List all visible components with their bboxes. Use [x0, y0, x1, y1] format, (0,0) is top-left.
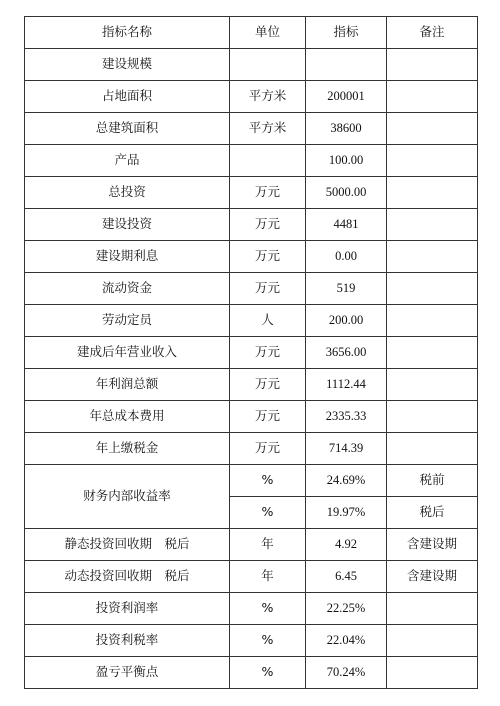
row-value: 0.00: [306, 241, 387, 273]
row-note: [387, 305, 478, 337]
row-value: 519: [306, 273, 387, 305]
row-unit: %: [230, 593, 306, 625]
table-row: [25, 401, 478, 433]
row-name: 年上缴税金: [25, 433, 230, 465]
row-unit: [230, 49, 306, 81]
header-value: 指标: [306, 17, 387, 49]
row-note: [387, 657, 478, 689]
table-row: [25, 241, 478, 273]
table-header-row: [25, 17, 478, 49]
row-name: 年总成本费用: [25, 401, 230, 433]
row-note: [387, 241, 478, 273]
irr-name: 财务内部收益率: [25, 465, 230, 529]
row-note: [387, 81, 478, 113]
table-row: [25, 337, 478, 369]
row-note: 含建设期: [387, 561, 478, 593]
row-unit: 万元: [230, 369, 306, 401]
row-name: 投资利润率: [25, 593, 230, 625]
row-note: [387, 401, 478, 433]
row-value: 4481: [306, 209, 387, 241]
row-name: 建设规模: [25, 49, 230, 81]
row-note: [387, 273, 478, 305]
irr-before-value: 24.69%: [306, 465, 387, 497]
table-row: [25, 657, 478, 689]
row-unit: %: [230, 657, 306, 689]
row-note: [387, 113, 478, 145]
row-name: 动态投资回收期 税后: [25, 561, 230, 593]
row-unit: 人: [230, 305, 306, 337]
row-unit: 年: [230, 529, 306, 561]
row-value: 1112.44: [306, 369, 387, 401]
row-name: 建成后年营业收入: [25, 337, 230, 369]
table-row: [25, 113, 478, 145]
indicator-table: [24, 16, 478, 689]
table-row: [25, 81, 478, 113]
row-name: 产品: [25, 145, 230, 177]
row-note: [387, 369, 478, 401]
row-unit: 平方米: [230, 81, 306, 113]
row-value: 3656.00: [306, 337, 387, 369]
table-row: [25, 305, 478, 337]
row-value: 100.00: [306, 145, 387, 177]
row-value: [306, 49, 387, 81]
row-name: 总建筑面积: [25, 113, 230, 145]
row-value: 22.04%: [306, 625, 387, 657]
row-name: 占地面积: [25, 81, 230, 113]
row-value: 5000.00: [306, 177, 387, 209]
row-name: 静态投资回收期 税后: [25, 529, 230, 561]
row-note: [387, 177, 478, 209]
row-value: 200001: [306, 81, 387, 113]
row-unit: 万元: [230, 433, 306, 465]
table-row: [25, 593, 478, 625]
row-value: 22.25%: [306, 593, 387, 625]
header-name: 指标名称: [25, 17, 230, 49]
table-row-irr-before: [25, 465, 478, 497]
row-name: 流动资金: [25, 273, 230, 305]
row-value: 70.24%: [306, 657, 387, 689]
table-row: [25, 433, 478, 465]
irr-before-note: 税前: [387, 465, 478, 497]
row-name: 建设期利息: [25, 241, 230, 273]
table-row: [25, 145, 478, 177]
row-note: [387, 145, 478, 177]
row-unit: 万元: [230, 177, 306, 209]
irr-before-unit: %: [230, 465, 306, 497]
row-unit: 万元: [230, 401, 306, 433]
row-note: [387, 337, 478, 369]
row-value: 2335.33: [306, 401, 387, 433]
row-name: 盈亏平衡点: [25, 657, 230, 689]
row-note: [387, 593, 478, 625]
row-unit: [230, 145, 306, 177]
table-row: [25, 625, 478, 657]
table-row: [25, 273, 478, 305]
row-name: 劳动定员: [25, 305, 230, 337]
table-row: [25, 177, 478, 209]
row-value: 4.92: [306, 529, 387, 561]
row-unit: %: [230, 625, 306, 657]
row-value: 200.00: [306, 305, 387, 337]
row-note: [387, 625, 478, 657]
row-name: 投资利税率: [25, 625, 230, 657]
header-unit: 单位: [230, 17, 306, 49]
irr-after-unit: %: [230, 497, 306, 529]
row-unit: 万元: [230, 241, 306, 273]
row-unit: 万元: [230, 273, 306, 305]
row-unit: 平方米: [230, 113, 306, 145]
irr-after-value: 19.97%: [306, 497, 387, 529]
row-value: 6.45: [306, 561, 387, 593]
row-note: [387, 433, 478, 465]
table-row: [25, 561, 478, 593]
table-row: [25, 49, 478, 81]
row-unit: 万元: [230, 337, 306, 369]
row-unit: 万元: [230, 209, 306, 241]
row-note: [387, 209, 478, 241]
row-value: 714.39: [306, 433, 387, 465]
table-row: [25, 529, 478, 561]
table-row: [25, 369, 478, 401]
row-name: 建设投资: [25, 209, 230, 241]
row-unit: 年: [230, 561, 306, 593]
row-name: 年利润总额: [25, 369, 230, 401]
row-note: 含建设期: [387, 529, 478, 561]
row-note: [387, 49, 478, 81]
irr-after-note: 税后: [387, 497, 478, 529]
row-value: 38600: [306, 113, 387, 145]
header-note: 备注: [387, 17, 478, 49]
table-row: [25, 209, 478, 241]
row-name: 总投资: [25, 177, 230, 209]
